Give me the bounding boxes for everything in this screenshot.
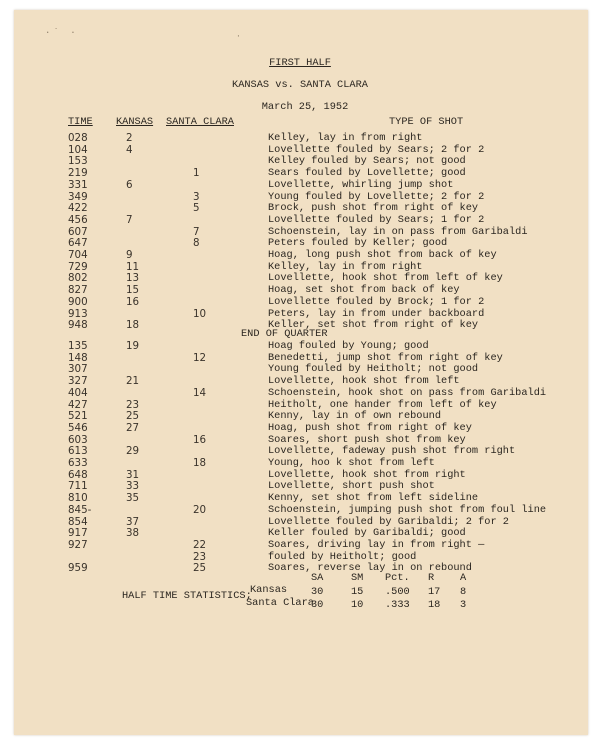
kansas-score: 33 xyxy=(126,480,140,493)
stats-header-sm: SM xyxy=(351,572,364,584)
play-time: 613 xyxy=(68,445,88,458)
shot-description: Peters, lay in from under backboard xyxy=(268,307,485,320)
shot-description: Lovellette, short push shot xyxy=(268,480,435,493)
santa-clara-score: 8 xyxy=(193,237,200,250)
col-header-time: TIME xyxy=(68,116,93,128)
play-time: 711 xyxy=(68,480,88,493)
kansas-score: 6 xyxy=(126,178,133,191)
kansas-score: 29 xyxy=(126,445,140,458)
play-row xyxy=(0,261,600,273)
play-row xyxy=(0,492,600,504)
play-time: 802 xyxy=(68,272,88,285)
shot-description: Hoag, set shot from back of key xyxy=(268,284,460,297)
play-time: 307 xyxy=(68,363,88,376)
play-row xyxy=(0,516,600,528)
kansas-score: 27 xyxy=(126,421,140,434)
shot-description: Kelley, lay in from right xyxy=(268,132,423,144)
play-time: 404 xyxy=(68,386,88,399)
stats-header-pct: Pct. xyxy=(385,572,410,584)
shot-description: Kelley, lay in from right xyxy=(268,260,423,273)
stats-pct: .333 xyxy=(385,599,410,611)
stats-sa: 30 xyxy=(311,599,324,611)
play-row xyxy=(0,562,600,574)
play-row xyxy=(0,457,600,469)
santa-clara-score: 25 xyxy=(193,562,207,575)
play-time: 349 xyxy=(68,190,88,203)
shot-description: Schoenstein, lay in on pass from Garibaldi xyxy=(268,225,528,238)
kansas-score: 25 xyxy=(126,410,140,423)
kansas-score: 18 xyxy=(126,319,140,332)
play-time: 546 xyxy=(68,421,88,434)
shot-description: Lovellette, whirling jump shot xyxy=(268,178,454,191)
play-row xyxy=(0,539,600,551)
play-row xyxy=(0,340,600,352)
play-time: 327 xyxy=(68,375,88,388)
play-time: 603 xyxy=(68,433,88,446)
play-row xyxy=(0,155,600,167)
play-row xyxy=(0,191,600,203)
santa-clara-score: 5 xyxy=(193,202,200,215)
stats-team: Santa Clara xyxy=(246,597,314,609)
play-time: 648 xyxy=(68,468,88,481)
play-time: 422 xyxy=(68,202,88,215)
play-time: 028 xyxy=(68,132,88,144)
play-row xyxy=(0,237,600,249)
play-row xyxy=(0,296,600,308)
shot-description: Keller, set shot from right of key xyxy=(268,319,479,332)
play-time: 704 xyxy=(68,249,88,261)
shot-description: Lovellette fouled by Sears; 1 for 2 xyxy=(268,213,485,226)
play-time: 521 xyxy=(68,410,88,423)
shot-description: Lovellette, hook shot from left xyxy=(268,375,460,388)
play-row xyxy=(0,504,600,516)
shot-description: Kelley fouled by Sears; not good xyxy=(268,155,466,168)
play-time: 104 xyxy=(68,143,88,156)
play-time: 854 xyxy=(68,515,88,528)
play-row xyxy=(0,375,600,387)
shot-description: Young fouled by Lovellette; 2 for 2 xyxy=(268,190,485,203)
santa-clara-score: 14 xyxy=(193,386,207,399)
col-header-kansas: KANSAS xyxy=(116,116,154,128)
play-time: 647 xyxy=(68,237,88,250)
stats-sm: 15 xyxy=(351,586,364,598)
shot-description: Heitholt, one hander from left of key xyxy=(268,398,497,411)
shot-description: Sears fouled by Lovellette; good xyxy=(268,167,466,180)
play-time: 827 xyxy=(68,284,88,297)
stats-a: 3 xyxy=(460,599,467,611)
play-time: 148 xyxy=(68,351,88,364)
santa-clara-score: 23 xyxy=(193,550,207,563)
play-time: 219 xyxy=(68,167,88,180)
play-row xyxy=(0,167,600,179)
end-of-quarter: END OF QUARTER xyxy=(241,328,328,340)
play-row xyxy=(0,144,600,156)
santa-clara-score: 12 xyxy=(193,351,207,364)
play-row xyxy=(0,527,600,539)
play-row xyxy=(0,226,600,238)
santa-clara-score: 7 xyxy=(193,225,200,238)
santa-clara-score: 1 xyxy=(193,167,200,180)
shot-description: Schoenstein, jumping push shot from foul line xyxy=(268,503,547,516)
shot-description: Lovellette, fadeway push shot from right xyxy=(268,445,516,458)
play-row xyxy=(0,179,600,191)
col-header-santa-clara: SANTA CLARA xyxy=(166,116,234,128)
santa-clara-score: 20 xyxy=(193,503,207,516)
play-row xyxy=(0,445,600,457)
play-row xyxy=(0,132,600,144)
santa-clara-score: 16 xyxy=(193,433,207,446)
play-row xyxy=(0,410,600,422)
play-row xyxy=(0,284,600,296)
stats-team: Kansas xyxy=(250,584,288,596)
stats-sm: 10 xyxy=(351,599,364,611)
shot-description: Lovellette fouled by Brock; 1 for 2 xyxy=(268,295,485,308)
play-row xyxy=(0,551,600,563)
stats-a: 8 xyxy=(460,586,467,598)
shot-description: Peters fouled by Keller; good xyxy=(268,237,448,250)
play-row xyxy=(0,387,600,399)
stats-sa: 30 xyxy=(311,586,324,598)
shot-description: Keller fouled by Garibaldi; good xyxy=(268,527,466,540)
santa-clara-score: 10 xyxy=(193,307,207,320)
shot-description: Young fouled by Heitholt; not good xyxy=(268,363,479,376)
play-time: 456 xyxy=(68,213,88,226)
shot-description: Hoag fouled by Young; good xyxy=(268,340,429,352)
kansas-score: 15 xyxy=(126,284,140,297)
shot-description: Benedetti, jump shot from right of key xyxy=(268,351,503,364)
shot-description: Kenny, set shot from left sideline xyxy=(268,492,479,505)
kansas-score: 19 xyxy=(126,340,140,352)
play-row xyxy=(0,363,600,375)
play-time: 948 xyxy=(68,319,88,332)
stats-r: 17 xyxy=(428,586,441,598)
santa-clara-score: 22 xyxy=(193,538,207,551)
play-time: 913 xyxy=(68,307,88,320)
col-header-type-of-shot: TYPE OF SHOT xyxy=(389,116,464,128)
matchup: KANSAS vs. SANTA CLARA xyxy=(232,79,368,91)
kansas-score: 31 xyxy=(126,468,140,481)
shot-description: Soares, driving lay in from right — xyxy=(268,538,485,551)
santa-clara-score: 3 xyxy=(193,190,200,203)
shot-description: Hoag, long push shot from back of key xyxy=(268,249,497,261)
paper-specks: ·˙ · xyxy=(45,28,79,38)
kansas-score: 13 xyxy=(126,272,140,285)
shot-description: Lovellette fouled by Garibaldi; 2 for 2 xyxy=(268,515,509,528)
shot-description: Lovellette, hook shot from left of key xyxy=(268,272,503,285)
shot-description: Soares, reverse lay in on rebound xyxy=(268,562,472,575)
play-row xyxy=(0,399,600,411)
halftime-stats-label: HALF TIME STATISTICS; xyxy=(122,590,252,602)
shot-description: Schoenstein, hook shot on pass from Garibaldi xyxy=(268,386,547,399)
kansas-score: 37 xyxy=(126,515,140,528)
play-time: 810 xyxy=(68,492,88,505)
play-row xyxy=(0,272,600,284)
kansas-score: 23 xyxy=(126,398,140,411)
shot-description: Kenny, lay in of own rebound xyxy=(268,410,442,423)
stats-pct: .500 xyxy=(385,586,410,598)
kansas-score: 11 xyxy=(126,260,140,273)
play-row xyxy=(0,469,600,481)
game-date: March 25, 1952 xyxy=(261,101,349,113)
play-time: 959 xyxy=(68,562,88,575)
play-row xyxy=(0,202,600,214)
shot-description: Lovellette, hook shot from right xyxy=(268,468,466,481)
play-time: 633 xyxy=(68,457,88,469)
shot-description: Brock, push shot from right of key xyxy=(268,202,479,215)
stats-r: 18 xyxy=(428,599,441,611)
play-time: 331 xyxy=(68,178,88,191)
play-row xyxy=(0,422,600,434)
santa-clara-score: 18 xyxy=(193,457,207,469)
play-time: 917 xyxy=(68,527,88,540)
shot-description: Hoag, push shot from right of key xyxy=(268,421,472,434)
shot-description: fouled by Heitholt; good xyxy=(268,550,417,563)
stats-header-r: R xyxy=(428,572,435,584)
stats-header-a: A xyxy=(460,572,467,584)
play-row xyxy=(0,480,600,492)
kansas-score: 21 xyxy=(126,375,140,388)
play-time: 900 xyxy=(68,295,88,308)
play-row xyxy=(0,308,600,320)
kansas-score: 4 xyxy=(126,143,133,156)
play-time: 427 xyxy=(68,398,88,411)
kansas-score: 9 xyxy=(126,249,133,261)
paper-specks: · xyxy=(236,32,241,41)
play-time: 729 xyxy=(68,260,88,273)
play-row xyxy=(0,249,600,261)
play-time: 927 xyxy=(68,538,88,551)
kansas-score: 35 xyxy=(126,492,140,505)
play-row xyxy=(0,434,600,446)
play-time: 153 xyxy=(68,155,88,168)
kansas-score: 16 xyxy=(126,295,140,308)
kansas-score: 7 xyxy=(126,213,133,226)
play-time: 845- xyxy=(68,503,92,516)
play-row xyxy=(0,352,600,364)
shot-description: Young, hoo k shot from left xyxy=(268,457,435,469)
play-time: 607 xyxy=(68,225,88,238)
shot-description: Lovellette fouled by Sears; 2 for 2 xyxy=(268,143,485,156)
kansas-score: 2 xyxy=(126,132,133,144)
play-row xyxy=(0,214,600,226)
play-time: 135 xyxy=(68,340,88,352)
shot-description: Soares, short push shot from key xyxy=(268,433,466,446)
document-title: FIRST HALF xyxy=(269,57,331,69)
kansas-score: 38 xyxy=(126,527,140,540)
stats-header-sa: SA xyxy=(311,572,324,584)
